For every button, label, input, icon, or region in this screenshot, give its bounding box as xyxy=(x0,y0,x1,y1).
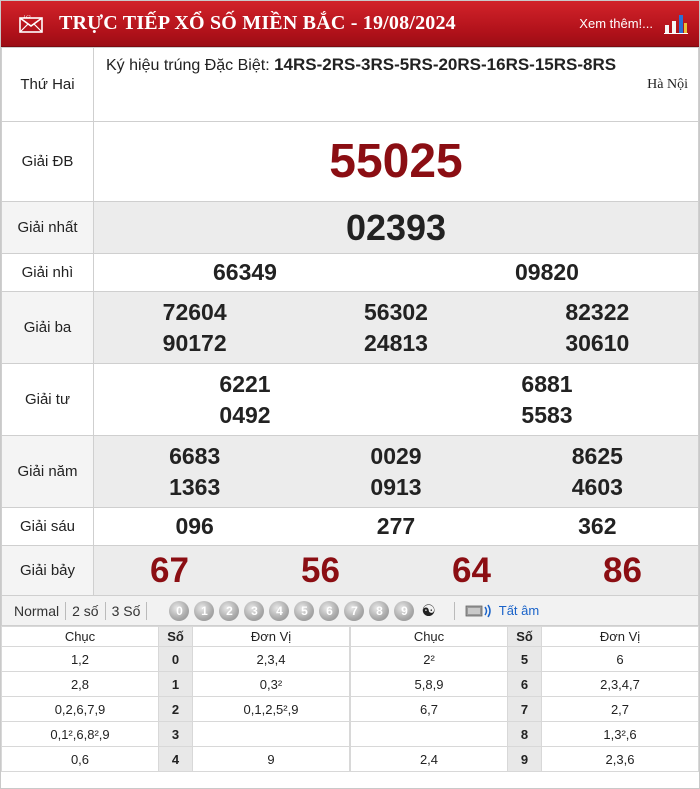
third-prize-number: 90172 xyxy=(162,329,227,356)
table-row xyxy=(351,697,699,722)
head-digit-cell: 2 xyxy=(159,697,193,722)
see-more-link[interactable]: Xem thêm!... xyxy=(579,16,653,31)
head-digit-cell: 7 xyxy=(508,697,542,722)
column-header: Chục xyxy=(2,627,159,647)
digit-5-button[interactable]: 5 xyxy=(294,601,314,621)
fifth-prize-number: 0029 xyxy=(370,442,422,469)
third-prize-number: 24813 xyxy=(364,329,428,356)
yin-yang-icon[interactable]: ☯ xyxy=(421,602,436,620)
third-prize-number: 72604 xyxy=(162,298,227,325)
tens-cell: 5,8,9 xyxy=(351,672,508,697)
page-title: TRỰC TIẾP XỔ SỐ MIỀN BẮC - 19/08/2024 xyxy=(59,12,456,34)
digit-9-button[interactable]: 9 xyxy=(394,601,414,621)
weekday-label: Thứ Hai xyxy=(2,48,94,122)
head-digit-cell: 0 xyxy=(159,647,193,672)
table-row xyxy=(2,672,350,697)
column-header: Số xyxy=(508,627,542,647)
prize-label: Giải sáu xyxy=(2,508,94,546)
prize-label: Giải ĐB xyxy=(2,122,94,202)
second-prize-number: 09820 xyxy=(515,259,579,285)
table-row xyxy=(2,747,350,772)
digit-6-button[interactable]: 6 xyxy=(319,601,339,621)
digit-2-button[interactable]: 2 xyxy=(219,601,239,621)
fifth-prize-number: 1363 xyxy=(169,473,221,500)
table-row xyxy=(2,722,350,747)
results-table xyxy=(1,47,699,596)
special-codes: 14RS-2RS-3RS-5RS-20RS-16RS-15RS-8RS xyxy=(274,55,617,74)
fifth-prize-number: 6683 xyxy=(169,442,221,469)
speaker-icon[interactable] xyxy=(465,603,495,619)
fourth-prize-number: 5583 xyxy=(521,401,573,428)
header-bar xyxy=(1,1,699,47)
units-cell: 9 xyxy=(193,747,350,772)
head-digit-cell: 9 xyxy=(508,747,542,772)
digit-0-button[interactable]: 0 xyxy=(169,601,189,621)
units-cell xyxy=(193,722,350,747)
column-header: Số xyxy=(159,627,193,647)
units-cell: 2,7 xyxy=(542,697,699,722)
prize-row-nhat xyxy=(2,202,699,254)
seventh-prize-number: 56 xyxy=(301,550,340,590)
svg-text:125: 125 xyxy=(23,14,31,18)
sixth-prize-number: 096 xyxy=(175,513,214,539)
prize-label: Giải nhì xyxy=(2,254,94,292)
mode-2-digit-button[interactable]: 2 số xyxy=(66,602,105,620)
column-header: Đơn Vị xyxy=(193,627,350,647)
special-codes-cell xyxy=(94,48,699,122)
bar-chart-icon[interactable] xyxy=(663,13,689,35)
third-prize-number: 30610 xyxy=(565,329,630,356)
digit-1-button[interactable]: 1 xyxy=(194,601,214,621)
loto-table-right xyxy=(350,626,699,772)
sixth-prize-number: 277 xyxy=(376,513,416,539)
table-row xyxy=(351,747,699,772)
fifth-prize-number: 4603 xyxy=(571,473,623,500)
prize-row-db xyxy=(2,122,699,202)
toolbar-divider xyxy=(454,602,455,620)
prize-label: Giải bảy xyxy=(2,546,94,596)
mode-3-digit-button[interactable]: 3 Số xyxy=(106,602,148,620)
digit-filter xyxy=(169,601,435,621)
seventh-prize-number: 86 xyxy=(603,550,642,590)
tens-cell: 2,4 xyxy=(351,747,508,772)
units-cell: 0,1,2,5²,9 xyxy=(193,697,350,722)
seventh-prize-number: 67 xyxy=(150,550,189,590)
loto-table-left xyxy=(1,626,350,772)
units-cell: 1,3²,6 xyxy=(542,722,699,747)
table-row xyxy=(351,647,699,672)
units-cell: 6 xyxy=(542,647,699,672)
fourth-prize-number: 6881 xyxy=(521,370,573,397)
region-label: Hà Nội xyxy=(647,77,688,92)
mute-all-link[interactable]: Tất âm xyxy=(498,603,540,618)
head-digit-cell: 4 xyxy=(159,747,193,772)
prize-row-bay xyxy=(2,546,699,596)
tens-cell: 0,2,6,7,9 xyxy=(2,697,159,722)
fifth-prize-number: 0913 xyxy=(370,473,422,500)
codes-label: Ký hiệu trúng Đặc Biệt: xyxy=(106,57,270,74)
table-row xyxy=(351,722,699,747)
head-digit-cell: 8 xyxy=(508,722,542,747)
table-row xyxy=(2,697,350,722)
table-row xyxy=(2,647,350,672)
fourth-prize-number: 0492 xyxy=(219,401,271,428)
prize-label: Giải nhất xyxy=(2,202,94,254)
first-prize-number: 02393 xyxy=(345,206,447,248)
prize-row-sau xyxy=(2,508,699,546)
units-cell: 0,3² xyxy=(193,672,350,697)
prize-label: Giải năm xyxy=(2,436,94,508)
envelope-icon xyxy=(19,15,43,33)
tens-cell: 1,2 xyxy=(2,647,159,672)
special-prize-number: 55025 xyxy=(329,134,463,188)
prize-row-nhi xyxy=(2,254,699,292)
prize-row-tu xyxy=(2,364,699,436)
info-row xyxy=(2,48,699,122)
tens-cell: 6,7 xyxy=(351,697,508,722)
tens-cell: 2² xyxy=(351,647,508,672)
tens-cell xyxy=(351,722,508,747)
display-toolbar xyxy=(1,596,699,626)
seventh-prize-number: 64 xyxy=(452,550,491,590)
tens-cell: 2,8 xyxy=(2,672,159,697)
third-prize-number: 56302 xyxy=(364,298,428,325)
third-prize-number: 82322 xyxy=(565,298,630,325)
loto-table xyxy=(1,626,699,772)
digit-3-button[interactable]: 3 xyxy=(244,601,264,621)
fourth-prize-number: 6221 xyxy=(219,370,271,397)
prize-label: Giải ba xyxy=(2,292,94,364)
tens-cell: 0,1²,6,8²,9 xyxy=(2,722,159,747)
digit-4-button[interactable]: 4 xyxy=(269,601,289,621)
digit-7-button[interactable]: 7 xyxy=(344,601,364,621)
units-cell: 2,3,4,7 xyxy=(542,672,699,697)
units-cell: 2,3,6 xyxy=(542,747,699,772)
table-row xyxy=(351,672,699,697)
prize-label: Giải tư xyxy=(2,364,94,436)
mode-normal-button[interactable]: Normal xyxy=(8,602,66,620)
head-digit-cell: 3 xyxy=(159,722,193,747)
prize-row-nam xyxy=(2,436,699,508)
digit-8-button[interactable]: 8 xyxy=(369,601,389,621)
second-prize-number: 66349 xyxy=(213,259,277,285)
head-digit-cell: 5 xyxy=(508,647,542,672)
tens-cell: 0,6 xyxy=(2,747,159,772)
head-digit-cell: 6 xyxy=(508,672,542,697)
units-cell: 2,3,4 xyxy=(193,647,350,672)
sixth-prize-number: 362 xyxy=(578,513,617,539)
head-digit-cell: 1 xyxy=(159,672,193,697)
prize-row-ba xyxy=(2,292,699,364)
column-header: Đơn Vị xyxy=(542,627,699,647)
column-header: Chục xyxy=(351,627,508,647)
fifth-prize-number: 8625 xyxy=(571,442,623,469)
